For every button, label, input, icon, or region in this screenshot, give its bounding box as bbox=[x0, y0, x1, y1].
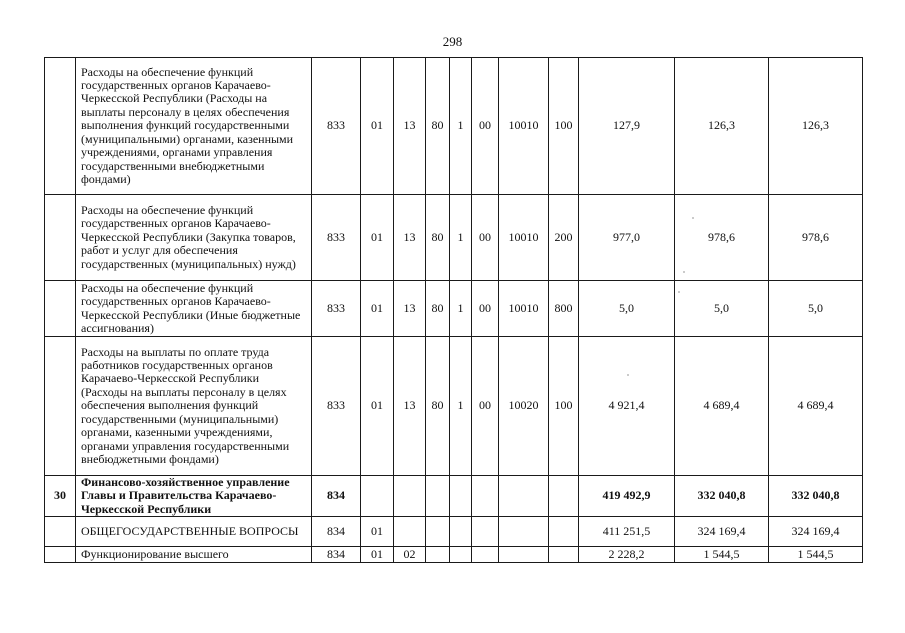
main-event-code-cell: 00 bbox=[472, 281, 499, 337]
row-number-cell: 30 bbox=[45, 476, 76, 517]
amount-year-1-cell: 411 251,5 bbox=[579, 517, 675, 547]
amount-year-3-cell: 324 169,4 bbox=[769, 517, 863, 547]
subprogram-code-cell bbox=[450, 517, 472, 547]
section-code-cell: 01 bbox=[361, 281, 394, 337]
amount-year-2-cell: 324 169,4 bbox=[675, 517, 769, 547]
expense-type-cell bbox=[549, 476, 579, 517]
row-number-cell bbox=[45, 281, 76, 337]
direction-code-cell bbox=[499, 476, 549, 517]
main-event-code-cell bbox=[472, 517, 499, 547]
table-row bbox=[45, 476, 863, 517]
table-row bbox=[45, 337, 863, 476]
budget-table bbox=[44, 57, 863, 563]
section-code-cell: 01 bbox=[361, 337, 394, 476]
amount-year-3-cell: 5,0 bbox=[769, 281, 863, 337]
main-event-code-cell: 00 bbox=[472, 337, 499, 476]
direction-code-cell: 10010 bbox=[499, 195, 549, 281]
subsection-code-cell: 13 bbox=[394, 58, 426, 195]
scan-speck bbox=[683, 271, 685, 273]
item-name-cell: Финансово-хозяйственное управление Главы и Правительства Карачаево-Черкесской Республики bbox=[76, 476, 312, 517]
subsection-code-cell bbox=[394, 476, 426, 517]
expense-type-cell bbox=[549, 547, 579, 563]
section-code-cell bbox=[361, 476, 394, 517]
amount-year-2-cell: 978,6 bbox=[675, 195, 769, 281]
item-name-cell: Расходы на обеспечение функций государственных органов Карачаево-Черкесской Республики (Расходы на выплаты персоналу в целях обеспечения выполнения функций государственными (муниципальными) органами, казенными учреждениями, органами управления государственными внебюджетными фондами) bbox=[76, 58, 312, 195]
section-code-cell: 01 bbox=[361, 195, 394, 281]
program-code-cell: 80 bbox=[426, 58, 450, 195]
main-event-code-cell bbox=[472, 476, 499, 517]
program-code-cell: 80 bbox=[426, 195, 450, 281]
amount-year-3-cell: 332 040,8 bbox=[769, 476, 863, 517]
direction-code-cell bbox=[499, 517, 549, 547]
amount-year-2-cell: 1 544,5 bbox=[675, 547, 769, 563]
main-event-code-cell: 00 bbox=[472, 58, 499, 195]
subsection-code-cell bbox=[394, 517, 426, 547]
ministry-code-cell: 833 bbox=[312, 195, 361, 281]
program-code-cell bbox=[426, 476, 450, 517]
expense-type-cell: 200 bbox=[549, 195, 579, 281]
amount-year-3-cell: 4 689,4 bbox=[769, 337, 863, 476]
subprogram-code-cell bbox=[450, 547, 472, 563]
ministry-code-cell: 834 bbox=[312, 547, 361, 563]
subprogram-code-cell: 1 bbox=[450, 58, 472, 195]
row-number-cell bbox=[45, 547, 76, 563]
direction-code-cell bbox=[499, 547, 549, 563]
direction-code-cell: 10010 bbox=[499, 281, 549, 337]
table-row bbox=[45, 517, 863, 547]
subprogram-code-cell: 1 bbox=[450, 337, 472, 476]
amount-year-1-cell: 5,0 bbox=[579, 281, 675, 337]
row-number-cell bbox=[45, 337, 76, 476]
amount-year-2-cell: 4 689,4 bbox=[675, 337, 769, 476]
main-event-code-cell: 00 bbox=[472, 195, 499, 281]
amount-year-3-cell: 1 544,5 bbox=[769, 547, 863, 563]
expense-type-cell: 100 bbox=[549, 58, 579, 195]
ministry-code-cell: 834 bbox=[312, 476, 361, 517]
direction-code-cell: 10010 bbox=[499, 58, 549, 195]
subprogram-code-cell: 1 bbox=[450, 281, 472, 337]
item-name-cell: Расходы на обеспечение функций государственных органов Карачаево-Черкесской Республики (Закупка товаров, работ и услуг для обеспечения государственных (муниципальных) нужд) bbox=[76, 195, 312, 281]
table-row bbox=[45, 281, 863, 337]
scan-speck bbox=[678, 291, 680, 293]
expense-type-cell: 800 bbox=[549, 281, 579, 337]
amount-year-1-cell: 2 228,2 bbox=[579, 547, 675, 563]
subsection-code-cell: 13 bbox=[394, 195, 426, 281]
amount-year-2-cell: 126,3 bbox=[675, 58, 769, 195]
scan-speck bbox=[692, 217, 694, 219]
subprogram-code-cell bbox=[450, 476, 472, 517]
amount-year-2-cell: 332 040,8 bbox=[675, 476, 769, 517]
section-code-cell: 01 bbox=[361, 58, 394, 195]
amount-year-2-cell: 5,0 bbox=[675, 281, 769, 337]
expense-type-cell: 100 bbox=[549, 337, 579, 476]
amount-year-3-cell: 126,3 bbox=[769, 58, 863, 195]
amount-year-1-cell: 419 492,9 bbox=[579, 476, 675, 517]
section-code-cell: 01 bbox=[361, 517, 394, 547]
ministry-code-cell: 833 bbox=[312, 337, 361, 476]
main-event-code-cell bbox=[472, 547, 499, 563]
section-code-cell: 01 bbox=[361, 547, 394, 563]
scan-speck bbox=[627, 374, 629, 376]
row-number-cell bbox=[45, 517, 76, 547]
amount-year-3-cell: 978,6 bbox=[769, 195, 863, 281]
amount-year-1-cell: 127,9 bbox=[579, 58, 675, 195]
row-number-cell bbox=[45, 58, 76, 195]
table-body bbox=[45, 58, 863, 563]
item-name-cell: Функционирование высшего bbox=[76, 547, 312, 563]
row-number-cell bbox=[45, 195, 76, 281]
table-row bbox=[45, 58, 863, 195]
table-row bbox=[45, 547, 863, 563]
item-name-cell: ОБЩЕГОСУДАРСТВЕННЫЕ ВОПРОСЫ bbox=[76, 517, 312, 547]
subprogram-code-cell: 1 bbox=[450, 195, 472, 281]
page-number: 298 bbox=[442, 34, 463, 49]
ministry-code-cell: 833 bbox=[312, 281, 361, 337]
table-row bbox=[45, 195, 863, 281]
program-code-cell: 80 bbox=[426, 337, 450, 476]
program-code-cell bbox=[426, 517, 450, 547]
expense-type-cell bbox=[549, 517, 579, 547]
subsection-code-cell: 13 bbox=[394, 337, 426, 476]
subsection-code-cell: 13 bbox=[394, 281, 426, 337]
direction-code-cell: 10020 bbox=[499, 337, 549, 476]
program-code-cell bbox=[426, 547, 450, 563]
ministry-code-cell: 833 bbox=[312, 58, 361, 195]
item-name-cell: Расходы на обеспечение функций государственных органов Карачаево-Черкесской Республики (Иные бюджетные ассигнования) bbox=[76, 281, 312, 337]
subsection-code-cell: 02 bbox=[394, 547, 426, 563]
item-name-cell: Расходы на выплаты по оплате труда работников государственных органов Карачаево-Черкесской Республики (Расходы на выплаты персоналу в целях обеспечения выполнения функций государственными (муниципальными) органами, казенными учреждениями, органами управления государственными внебюджетными фондами) bbox=[76, 337, 312, 476]
amount-year-1-cell: 4 921,4 bbox=[579, 337, 675, 476]
amount-year-1-cell: 977,0 bbox=[579, 195, 675, 281]
program-code-cell: 80 bbox=[426, 281, 450, 337]
ministry-code-cell: 834 bbox=[312, 517, 361, 547]
